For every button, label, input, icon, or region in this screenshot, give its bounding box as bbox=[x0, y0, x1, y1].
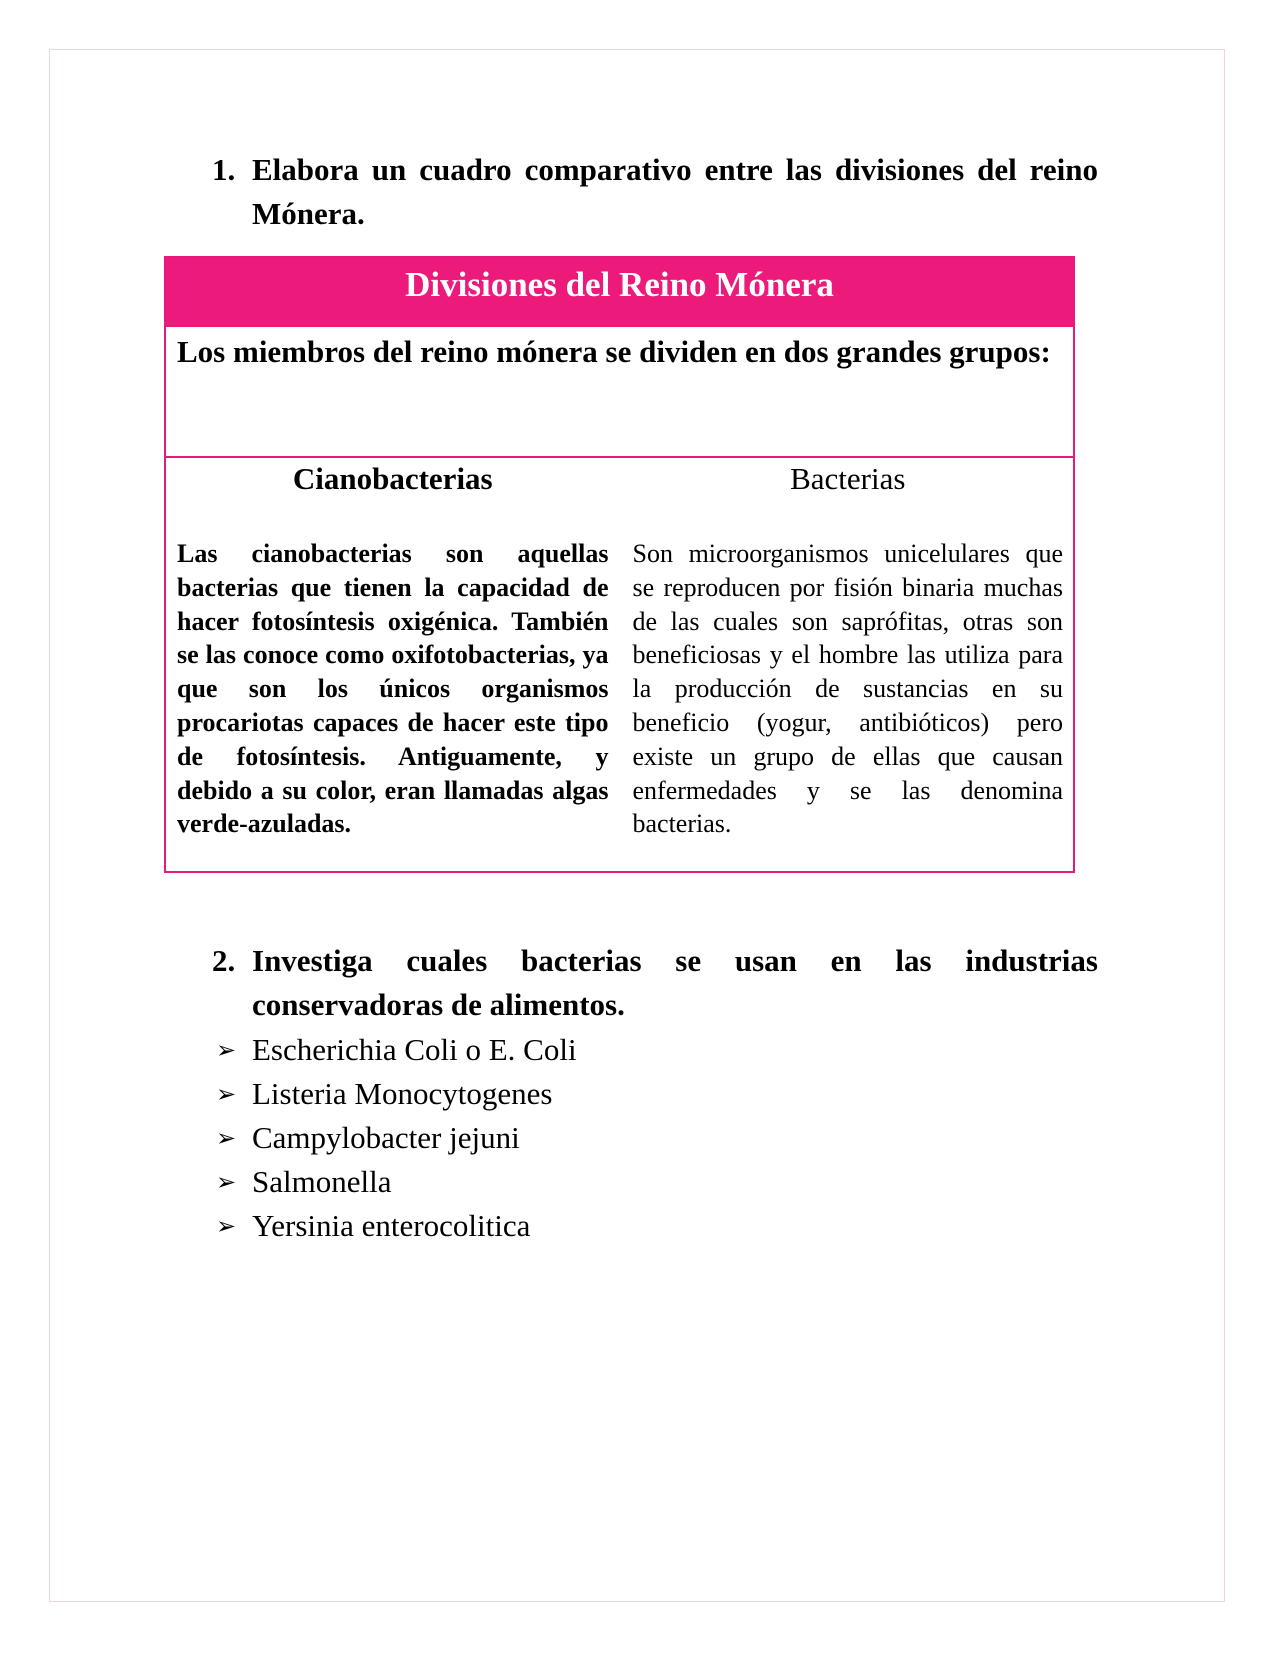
arrowhead-bullet-icon: ➢ bbox=[216, 1212, 237, 1240]
comparison-table bbox=[164, 256, 1075, 873]
question-1 bbox=[212, 148, 1098, 236]
list-item bbox=[216, 1160, 577, 1204]
list-item-text: Yersinia enterocolitica bbox=[252, 1208, 531, 1243]
question-1-number: 1. bbox=[212, 152, 236, 187]
list-item bbox=[216, 1204, 577, 1248]
question-1-text: Elabora un cuadro comparativo entre las divisiones del reino Mónera. bbox=[252, 152, 1098, 231]
list-item-text: Campylobacter jejuni bbox=[252, 1120, 520, 1155]
list-item bbox=[216, 1116, 577, 1160]
column-body: Son microorganismos unicelulares que se reproducen por fisión binaria muchas de las cuales son saprófitas, otras son beneficiosas y el hombre las utiliza para la producción de sustancias en su beneficio (yogur, antibióticos) pero existe un grupo de ellas que causan enfermedades y se las denomina bacterias. bbox=[632, 539, 1063, 839]
question-2 bbox=[212, 939, 1098, 1027]
list-item-text: Listeria Monocytogenes bbox=[252, 1076, 553, 1111]
table-intro: Los miembros del reino mónera se dividen en dos grandes grupos: bbox=[166, 327, 1073, 458]
question-2-text: Investiga cuales bacterias se usan en las industrias conservadoras de alimentos. bbox=[252, 943, 1098, 1022]
column-body: Las cianobacterias son aquellas bacterias que tienen la capacidad de hacer fotosíntesis oxigénica. También se las conoce como oxifotobacterias, ya que son los únicos organismos procariotas capaces de hacer este tipo de fotosíntesis. Antiguamente, y debido a su color, eran llamadas algas verde-azuladas. bbox=[177, 539, 609, 839]
column-cianobacterias bbox=[177, 458, 609, 841]
arrowhead-bullet-icon: ➢ bbox=[216, 1080, 237, 1108]
list-item bbox=[216, 1028, 577, 1072]
column-title: Cianobacterias bbox=[292, 461, 493, 496]
arrowhead-bullet-icon: ➢ bbox=[216, 1124, 237, 1152]
column-bacterias bbox=[633, 458, 1064, 841]
arrowhead-bullet-icon: ➢ bbox=[216, 1036, 237, 1064]
list-item-text: Salmonella bbox=[252, 1164, 392, 1199]
list-item bbox=[216, 1072, 577, 1116]
question-2-number: 2. bbox=[212, 943, 236, 978]
table-columns bbox=[166, 458, 1073, 841]
column-title: Bacterias bbox=[790, 461, 906, 496]
table-title: Divisiones del Reino Mónera bbox=[166, 258, 1073, 327]
arrowhead-bullet-icon: ➢ bbox=[216, 1168, 237, 1196]
list-item-text: Escherichia Coli o E. Coli bbox=[252, 1032, 577, 1067]
bacteria-list bbox=[216, 1028, 577, 1248]
